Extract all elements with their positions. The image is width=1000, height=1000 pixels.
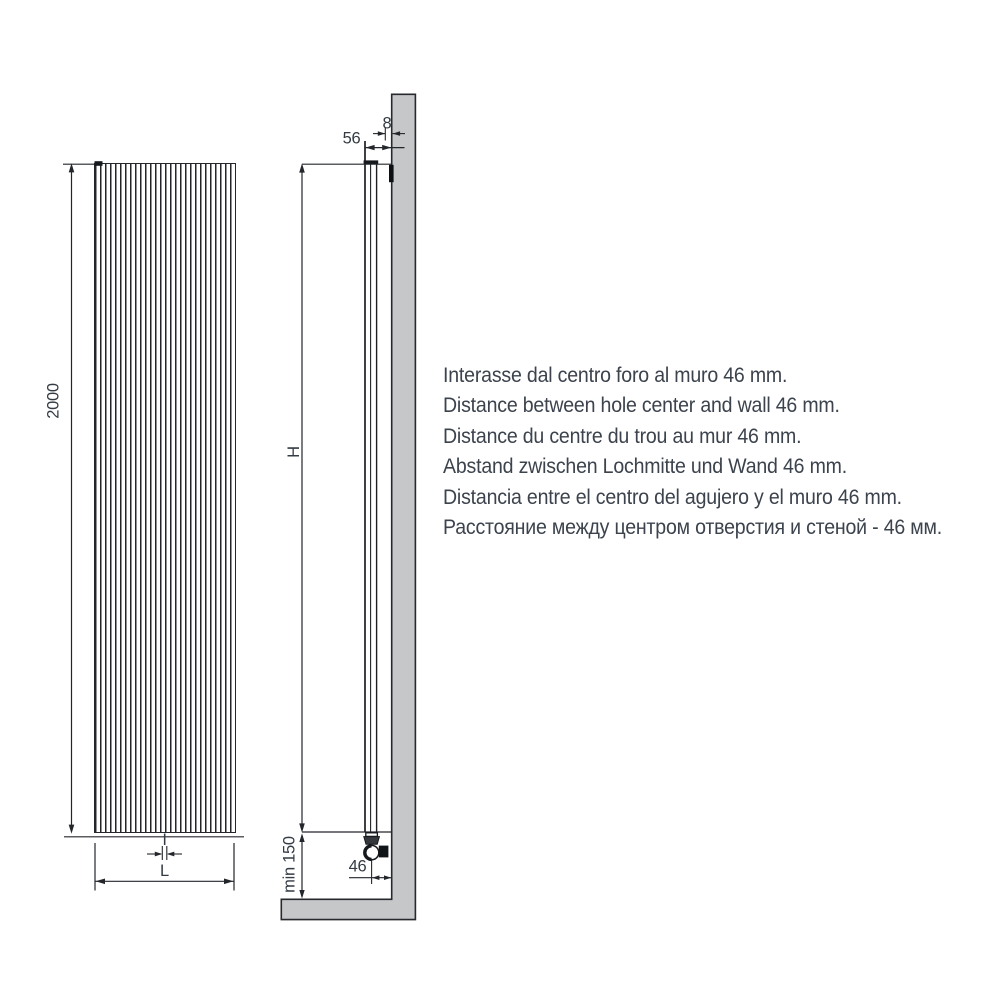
installation-notes	[443, 361, 964, 543]
wall-connection-block	[379, 846, 389, 858]
note-line-es: Distancia entre el centro del agujero y el muro 46 mm.	[443, 485, 902, 509]
front-top-corner-mark	[95, 161, 103, 166]
arrowhead	[299, 833, 304, 842]
arrowhead	[69, 825, 75, 834]
floor-clearance-dim-label: min 150	[280, 836, 299, 893]
fin-spacing-dim-label: I	[162, 831, 167, 849]
valve-collar	[366, 833, 378, 837]
arrowhead	[96, 879, 106, 885]
wall-mounting-bracket	[389, 165, 394, 182]
note-line-ru: Расстояние между центром отверстия и стеной - 46 мм.	[443, 516, 943, 540]
width-dim-label: L	[160, 862, 169, 880]
note-line-fr: Distance du centre du trou au mur 46 mm.	[443, 424, 802, 448]
arrowhead	[299, 890, 304, 899]
arrowhead	[382, 145, 391, 150]
arrowhead	[384, 875, 391, 880]
front-height-dim-label: 2000	[44, 383, 63, 419]
arrowhead	[365, 145, 374, 150]
note-line-en: Distance between hole center and wall 46 mm.	[443, 394, 840, 418]
valve-nut	[364, 837, 380, 845]
arrowhead	[299, 823, 305, 832]
hole-offset-dim-label: 8	[382, 114, 392, 133]
arrowhead	[372, 875, 379, 880]
note-line-it: Interasse dal centro foro al muro 46 mm.	[443, 364, 788, 387]
arrowhead	[224, 879, 234, 885]
note-line-de: Abstand zwischen Lochmitte und Wand 46 mm.	[443, 455, 847, 479]
side-height-dim-label: H	[285, 446, 303, 458]
arrowhead	[155, 852, 163, 857]
hole-to-wall-dim-label: 46	[348, 857, 367, 876]
arrowhead	[167, 852, 175, 857]
depth-dim-label: 56	[342, 129, 361, 148]
